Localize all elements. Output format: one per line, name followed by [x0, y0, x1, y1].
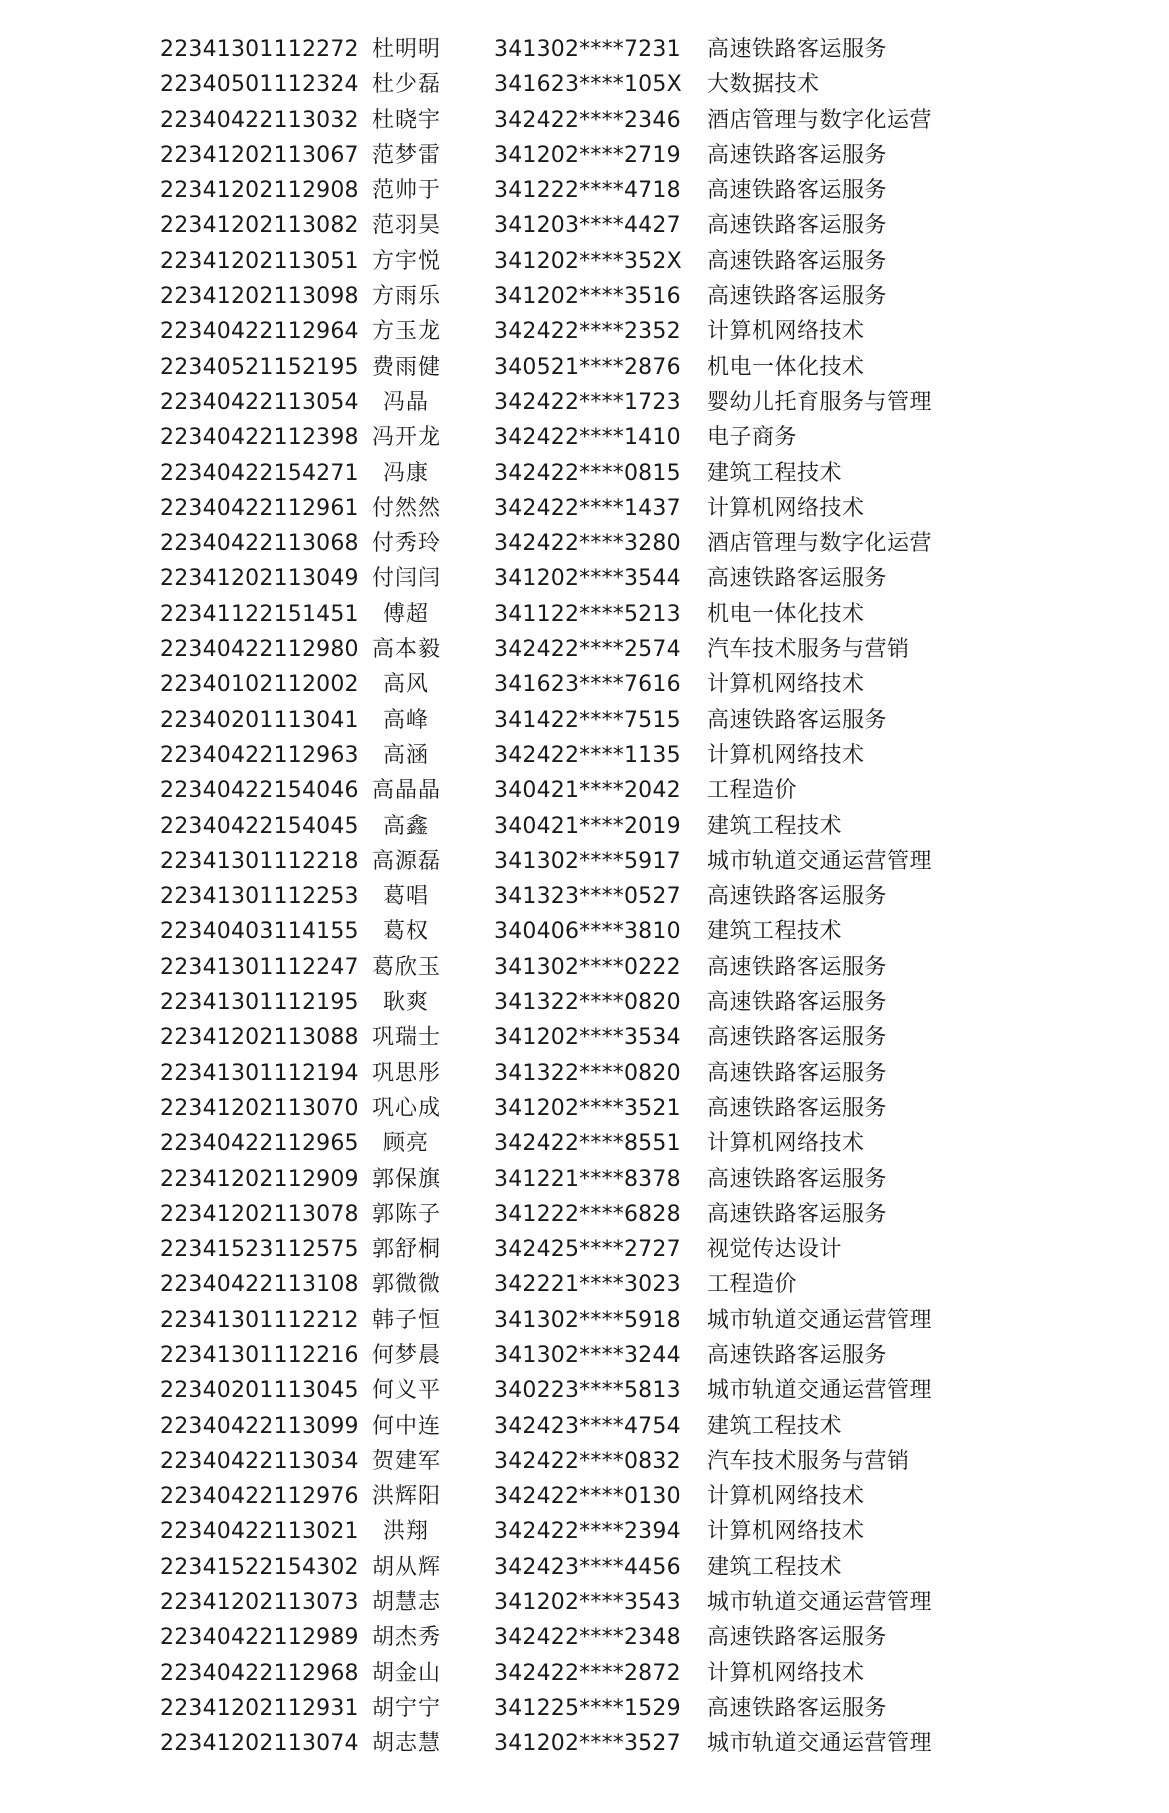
roster-row	[0, 914, 1169, 949]
roster-row	[0, 67, 1169, 102]
student-id: 22340422112961	[160, 495, 359, 521]
student-name: 冯晶	[382, 389, 429, 415]
major: 高速铁路客运服务	[707, 178, 888, 204]
student-name: 付然然	[372, 495, 442, 521]
student-id: 22341522154302	[160, 1554, 359, 1580]
major: 高速铁路客运服务	[707, 248, 888, 274]
student-id: 22340201113045	[160, 1378, 359, 1404]
roster-row	[0, 844, 1169, 879]
major: 婴幼儿托育服务与管理	[707, 389, 933, 415]
id-card-number: 342423****4754	[494, 1413, 681, 1439]
student-id: 22341202113073	[160, 1590, 359, 1616]
roster-row	[0, 1232, 1169, 1267]
major: 酒店管理与数字化运营	[707, 107, 933, 133]
student-id: 22340422113099	[160, 1413, 359, 1439]
roster-row	[0, 1585, 1169, 1620]
major: 高速铁路客运服务	[707, 1625, 888, 1651]
student-name: 冯康	[382, 460, 429, 486]
student-name: 顾亮	[382, 1131, 429, 1157]
student-id: 22341202112931	[160, 1695, 359, 1721]
major: 高速铁路客运服务	[707, 1695, 888, 1721]
student-name: 高本毅	[372, 637, 442, 663]
id-card-number: 342422****8551	[494, 1131, 681, 1157]
id-card-number: 341322****0820	[494, 1060, 681, 1086]
id-card-number: 341202****2719	[494, 142, 681, 168]
student-name: 葛权	[382, 919, 429, 945]
student-name: 葛唱	[382, 884, 429, 910]
major: 计算机网络技术	[707, 319, 865, 345]
major: 高速铁路客运服务	[707, 707, 888, 733]
major: 工程造价	[707, 778, 798, 804]
student-id: 22341202113070	[160, 1095, 359, 1121]
student-name: 高晶晶	[372, 778, 442, 804]
student-name: 杜少磊	[372, 72, 442, 98]
id-card-number: 341122****5213	[494, 601, 681, 627]
student-id: 22341202113074	[160, 1731, 359, 1757]
roster-row	[0, 738, 1169, 773]
student-name: 郭保旗	[372, 1166, 442, 1192]
student-name: 胡宁宁	[372, 1695, 442, 1721]
major: 高速铁路客运服务	[707, 1060, 888, 1086]
major: 高速铁路客运服务	[707, 566, 888, 592]
major: 高速铁路客运服务	[707, 284, 888, 310]
student-name: 高涵	[382, 742, 429, 768]
major: 高速铁路客运服务	[707, 142, 888, 168]
student-id: 22340422113032	[160, 107, 359, 133]
student-name: 范羽昊	[372, 213, 442, 239]
roster-row	[0, 597, 1169, 632]
roster-row	[0, 103, 1169, 138]
major: 汽车技术服务与营销	[707, 1448, 910, 1474]
student-name: 费雨健	[372, 354, 442, 380]
major: 城市轨道交通运营管理	[707, 1307, 933, 1333]
student-name: 何中连	[372, 1413, 442, 1439]
major: 酒店管理与数字化运营	[707, 531, 933, 557]
id-card-number: 341203****4427	[494, 213, 681, 239]
id-card-number: 342422****0815	[494, 460, 681, 486]
major: 城市轨道交通运营管理	[707, 848, 933, 874]
roster-row	[0, 985, 1169, 1020]
id-card-number: 341302****5918	[494, 1307, 681, 1333]
roster-row	[0, 1197, 1169, 1232]
id-card-number: 341302****7231	[494, 37, 681, 62]
student-id: 22341202113088	[160, 1025, 359, 1051]
id-card-number: 342422****1437	[494, 495, 681, 521]
student-name: 贺建军	[372, 1448, 442, 1474]
student-id: 22341202113049	[160, 566, 359, 592]
student-id: 22341301112194	[160, 1060, 359, 1086]
roster-row	[0, 1444, 1169, 1479]
student-id: 22340422112398	[160, 425, 359, 451]
roster-row	[0, 703, 1169, 738]
student-id: 22341301112218	[160, 848, 359, 874]
roster-row	[0, 809, 1169, 844]
student-name: 巩心成	[372, 1095, 442, 1121]
student-id: 22340422112976	[160, 1484, 359, 1510]
student-id: 22340102112002	[160, 672, 359, 698]
student-name: 胡杰秀	[372, 1625, 442, 1651]
student-name: 何义平	[372, 1378, 442, 1404]
student-name: 郭陈子	[372, 1201, 442, 1227]
student-id: 22340422154271	[160, 460, 359, 486]
student-name: 范帅于	[372, 178, 442, 204]
student-id: 22341301112247	[160, 954, 359, 980]
student-name: 洪辉阳	[372, 1484, 442, 1510]
student-name: 巩瑞士	[372, 1025, 442, 1051]
roster-row	[0, 1056, 1169, 1091]
student-id: 22340501112324	[160, 72, 359, 98]
roster-row	[0, 1303, 1169, 1338]
student-id: 22341202113098	[160, 284, 359, 310]
id-card-number: 340223****5813	[494, 1378, 681, 1404]
student-name: 耿爽	[382, 990, 429, 1016]
major: 计算机网络技术	[707, 1519, 865, 1545]
student-id: 22340422112980	[160, 637, 359, 663]
student-name: 付闫闫	[372, 566, 442, 592]
id-card-number: 342422****2346	[494, 107, 681, 133]
major: 建筑工程技术	[707, 813, 843, 839]
student-id: 22341202113067	[160, 142, 359, 168]
major: 视觉传达设计	[707, 1237, 843, 1263]
major: 大数据技术	[707, 72, 820, 98]
id-card-number: 340421****2042	[494, 778, 681, 804]
id-card-number: 342221****3023	[494, 1272, 681, 1298]
major: 电子商务	[707, 425, 798, 451]
roster-row	[0, 879, 1169, 914]
student-name: 傅超	[382, 601, 429, 627]
student-name: 方玉龙	[372, 319, 442, 345]
student-id: 22341202113082	[160, 213, 359, 239]
id-card-number: 342422****0832	[494, 1448, 681, 1474]
id-card-number: 341225****1529	[494, 1695, 681, 1721]
id-card-number: 342422****2348	[494, 1625, 681, 1651]
roster-row	[0, 1656, 1169, 1691]
student-name: 胡慧志	[372, 1590, 442, 1616]
major: 计算机网络技术	[707, 1484, 865, 1510]
roster-row	[0, 138, 1169, 173]
id-card-number: 342423****4456	[494, 1554, 681, 1580]
roster-row	[0, 632, 1169, 667]
student-name: 杜明明	[372, 37, 442, 62]
major: 计算机网络技术	[707, 495, 865, 521]
student-id: 22340422112965	[160, 1131, 359, 1157]
id-card-number: 341222****4718	[494, 178, 681, 204]
roster-row	[0, 526, 1169, 561]
student-id: 22341301112212	[160, 1307, 359, 1333]
roster-row	[0, 491, 1169, 526]
id-card-number: 341302****0222	[494, 954, 681, 980]
roster-row	[0, 1020, 1169, 1055]
major: 高速铁路客运服务	[707, 990, 888, 1016]
id-card-number: 341323****0527	[494, 884, 681, 910]
id-card-number: 341221****8378	[494, 1166, 681, 1192]
student-name: 方雨乐	[372, 284, 442, 310]
student-id: 22340422154046	[160, 778, 359, 804]
id-card-number: 341202****3527	[494, 1731, 681, 1757]
roster-row	[0, 173, 1169, 208]
roster-row	[0, 950, 1169, 985]
major: 高速铁路客运服务	[707, 37, 888, 62]
roster-row	[0, 667, 1169, 702]
roster-row	[0, 1620, 1169, 1655]
roster-row	[0, 1338, 1169, 1373]
roster-row	[0, 1726, 1169, 1761]
id-card-number: 341202****3534	[494, 1025, 681, 1051]
roster-row	[0, 279, 1169, 314]
student-name: 洪翔	[382, 1519, 429, 1545]
major: 工程造价	[707, 1272, 798, 1298]
id-card-number: 342422****2872	[494, 1660, 681, 1686]
major: 建筑工程技术	[707, 1554, 843, 1580]
student-id: 22341523112575	[160, 1237, 359, 1263]
student-id: 22340422112989	[160, 1625, 359, 1651]
id-card-number: 342422****1135	[494, 742, 681, 768]
student-name: 胡志慧	[372, 1731, 442, 1757]
major: 高速铁路客运服务	[707, 1025, 888, 1051]
student-id: 22340422113054	[160, 389, 359, 415]
id-card-number: 340421****2019	[494, 813, 681, 839]
student-id: 22341202112908	[160, 178, 359, 204]
student-id: 22340201113041	[160, 707, 359, 733]
student-id: 22341301112272	[160, 37, 359, 62]
major: 汽车技术服务与营销	[707, 637, 910, 663]
roster-row	[0, 1691, 1169, 1726]
major: 城市轨道交通运营管理	[707, 1378, 933, 1404]
student-name: 付秀玲	[372, 531, 442, 557]
student-id: 22340422113034	[160, 1448, 359, 1474]
major: 高速铁路客运服务	[707, 884, 888, 910]
major: 计算机网络技术	[707, 672, 865, 698]
student-id: 22340422112963	[160, 742, 359, 768]
id-card-number: 342422****3280	[494, 531, 681, 557]
major: 城市轨道交通运营管理	[707, 1590, 933, 1616]
student-name: 杜晓宇	[372, 107, 442, 133]
student-id: 22340422113021	[160, 1519, 359, 1545]
student-name: 高风	[382, 672, 429, 698]
student-roster-list	[0, 32, 1169, 1762]
major: 建筑工程技术	[707, 919, 843, 945]
id-card-number: 340406****3810	[494, 919, 681, 945]
student-name: 何梦晨	[372, 1342, 442, 1368]
id-card-number: 342422****1723	[494, 389, 681, 415]
major: 城市轨道交通运营管理	[707, 1731, 933, 1757]
roster-row	[0, 420, 1169, 455]
student-id: 22341202113078	[160, 1201, 359, 1227]
roster-row	[0, 1162, 1169, 1197]
roster-row	[0, 1267, 1169, 1302]
student-name: 范梦雷	[372, 142, 442, 168]
roster-row	[0, 1091, 1169, 1126]
id-card-number: 342422****0130	[494, 1484, 681, 1510]
roster-row	[0, 773, 1169, 808]
student-name: 胡金山	[372, 1660, 442, 1686]
student-name: 巩思彤	[372, 1060, 442, 1086]
id-card-number: 341422****7515	[494, 707, 681, 733]
id-card-number: 341202****3516	[494, 284, 681, 310]
student-name: 高源磊	[372, 848, 442, 874]
roster-row	[0, 1550, 1169, 1585]
major: 机电一体化技术	[707, 601, 865, 627]
roster-row	[0, 561, 1169, 596]
student-id: 22340521152195	[160, 354, 359, 380]
major: 机电一体化技术	[707, 354, 865, 380]
student-name: 冯开龙	[372, 425, 442, 451]
student-id: 22340403114155	[160, 919, 359, 945]
major: 高速铁路客运服务	[707, 213, 888, 239]
major: 高速铁路客运服务	[707, 1201, 888, 1227]
student-id: 22340422112968	[160, 1660, 359, 1686]
student-id: 22341301112195	[160, 990, 359, 1016]
roster-row	[0, 1514, 1169, 1549]
roster-row	[0, 1126, 1169, 1161]
student-name: 方宇悦	[372, 248, 442, 274]
major: 建筑工程技术	[707, 460, 843, 486]
student-id: 22341301112253	[160, 884, 359, 910]
student-id: 22340422112964	[160, 319, 359, 345]
student-name: 韩子恒	[372, 1307, 442, 1333]
id-card-number: 341202****3543	[494, 1590, 681, 1616]
major: 计算机网络技术	[707, 1131, 865, 1157]
student-name: 胡从辉	[372, 1554, 442, 1580]
major: 高速铁路客运服务	[707, 954, 888, 980]
roster-row	[0, 1373, 1169, 1408]
id-card-number: 342422****2352	[494, 319, 681, 345]
id-card-number: 341302****3244	[494, 1342, 681, 1368]
roster-row	[0, 1479, 1169, 1514]
student-name: 高鑫	[382, 813, 429, 839]
student-name: 郭舒桐	[372, 1237, 442, 1263]
roster-row	[0, 350, 1169, 385]
student-id: 22340422113108	[160, 1272, 359, 1298]
student-id: 22341301112216	[160, 1342, 359, 1368]
student-id: 22341202112909	[160, 1166, 359, 1192]
student-name: 葛欣玉	[372, 954, 442, 980]
id-card-number: 340521****2876	[494, 354, 681, 380]
roster-row	[0, 385, 1169, 420]
id-card-number: 342422****1410	[494, 425, 681, 451]
student-id: 22340422154045	[160, 813, 359, 839]
major: 高速铁路客运服务	[707, 1166, 888, 1192]
student-id: 22341122151451	[160, 601, 359, 627]
major: 高速铁路客运服务	[707, 1342, 888, 1368]
roster-row	[0, 314, 1169, 349]
student-name: 高峰	[382, 707, 429, 733]
id-card-number: 342422****2394	[494, 1519, 681, 1545]
roster-row	[0, 456, 1169, 491]
roster-row	[0, 208, 1169, 243]
major: 计算机网络技术	[707, 742, 865, 768]
id-card-number: 341202****352X	[494, 248, 682, 274]
id-card-number: 341202****3521	[494, 1095, 681, 1121]
major: 计算机网络技术	[707, 1660, 865, 1686]
id-card-number: 341322****0820	[494, 990, 681, 1016]
id-card-number: 341202****3544	[494, 566, 681, 592]
id-card-number: 342422****2574	[494, 637, 681, 663]
roster-row	[0, 1409, 1169, 1444]
student-id: 22340422113068	[160, 531, 359, 557]
id-card-number: 341623****7616	[494, 672, 681, 698]
id-card-number: 341623****105X	[494, 72, 682, 98]
id-card-number: 341302****5917	[494, 848, 681, 874]
id-card-number: 341222****6828	[494, 1201, 681, 1227]
id-card-number: 342425****2727	[494, 1237, 681, 1263]
student-id: 22341202113051	[160, 248, 359, 274]
student-name: 郭微微	[372, 1272, 442, 1298]
roster-row	[0, 244, 1169, 279]
major: 高速铁路客运服务	[707, 1095, 888, 1121]
major: 建筑工程技术	[707, 1413, 843, 1439]
roster-row	[0, 32, 1169, 67]
